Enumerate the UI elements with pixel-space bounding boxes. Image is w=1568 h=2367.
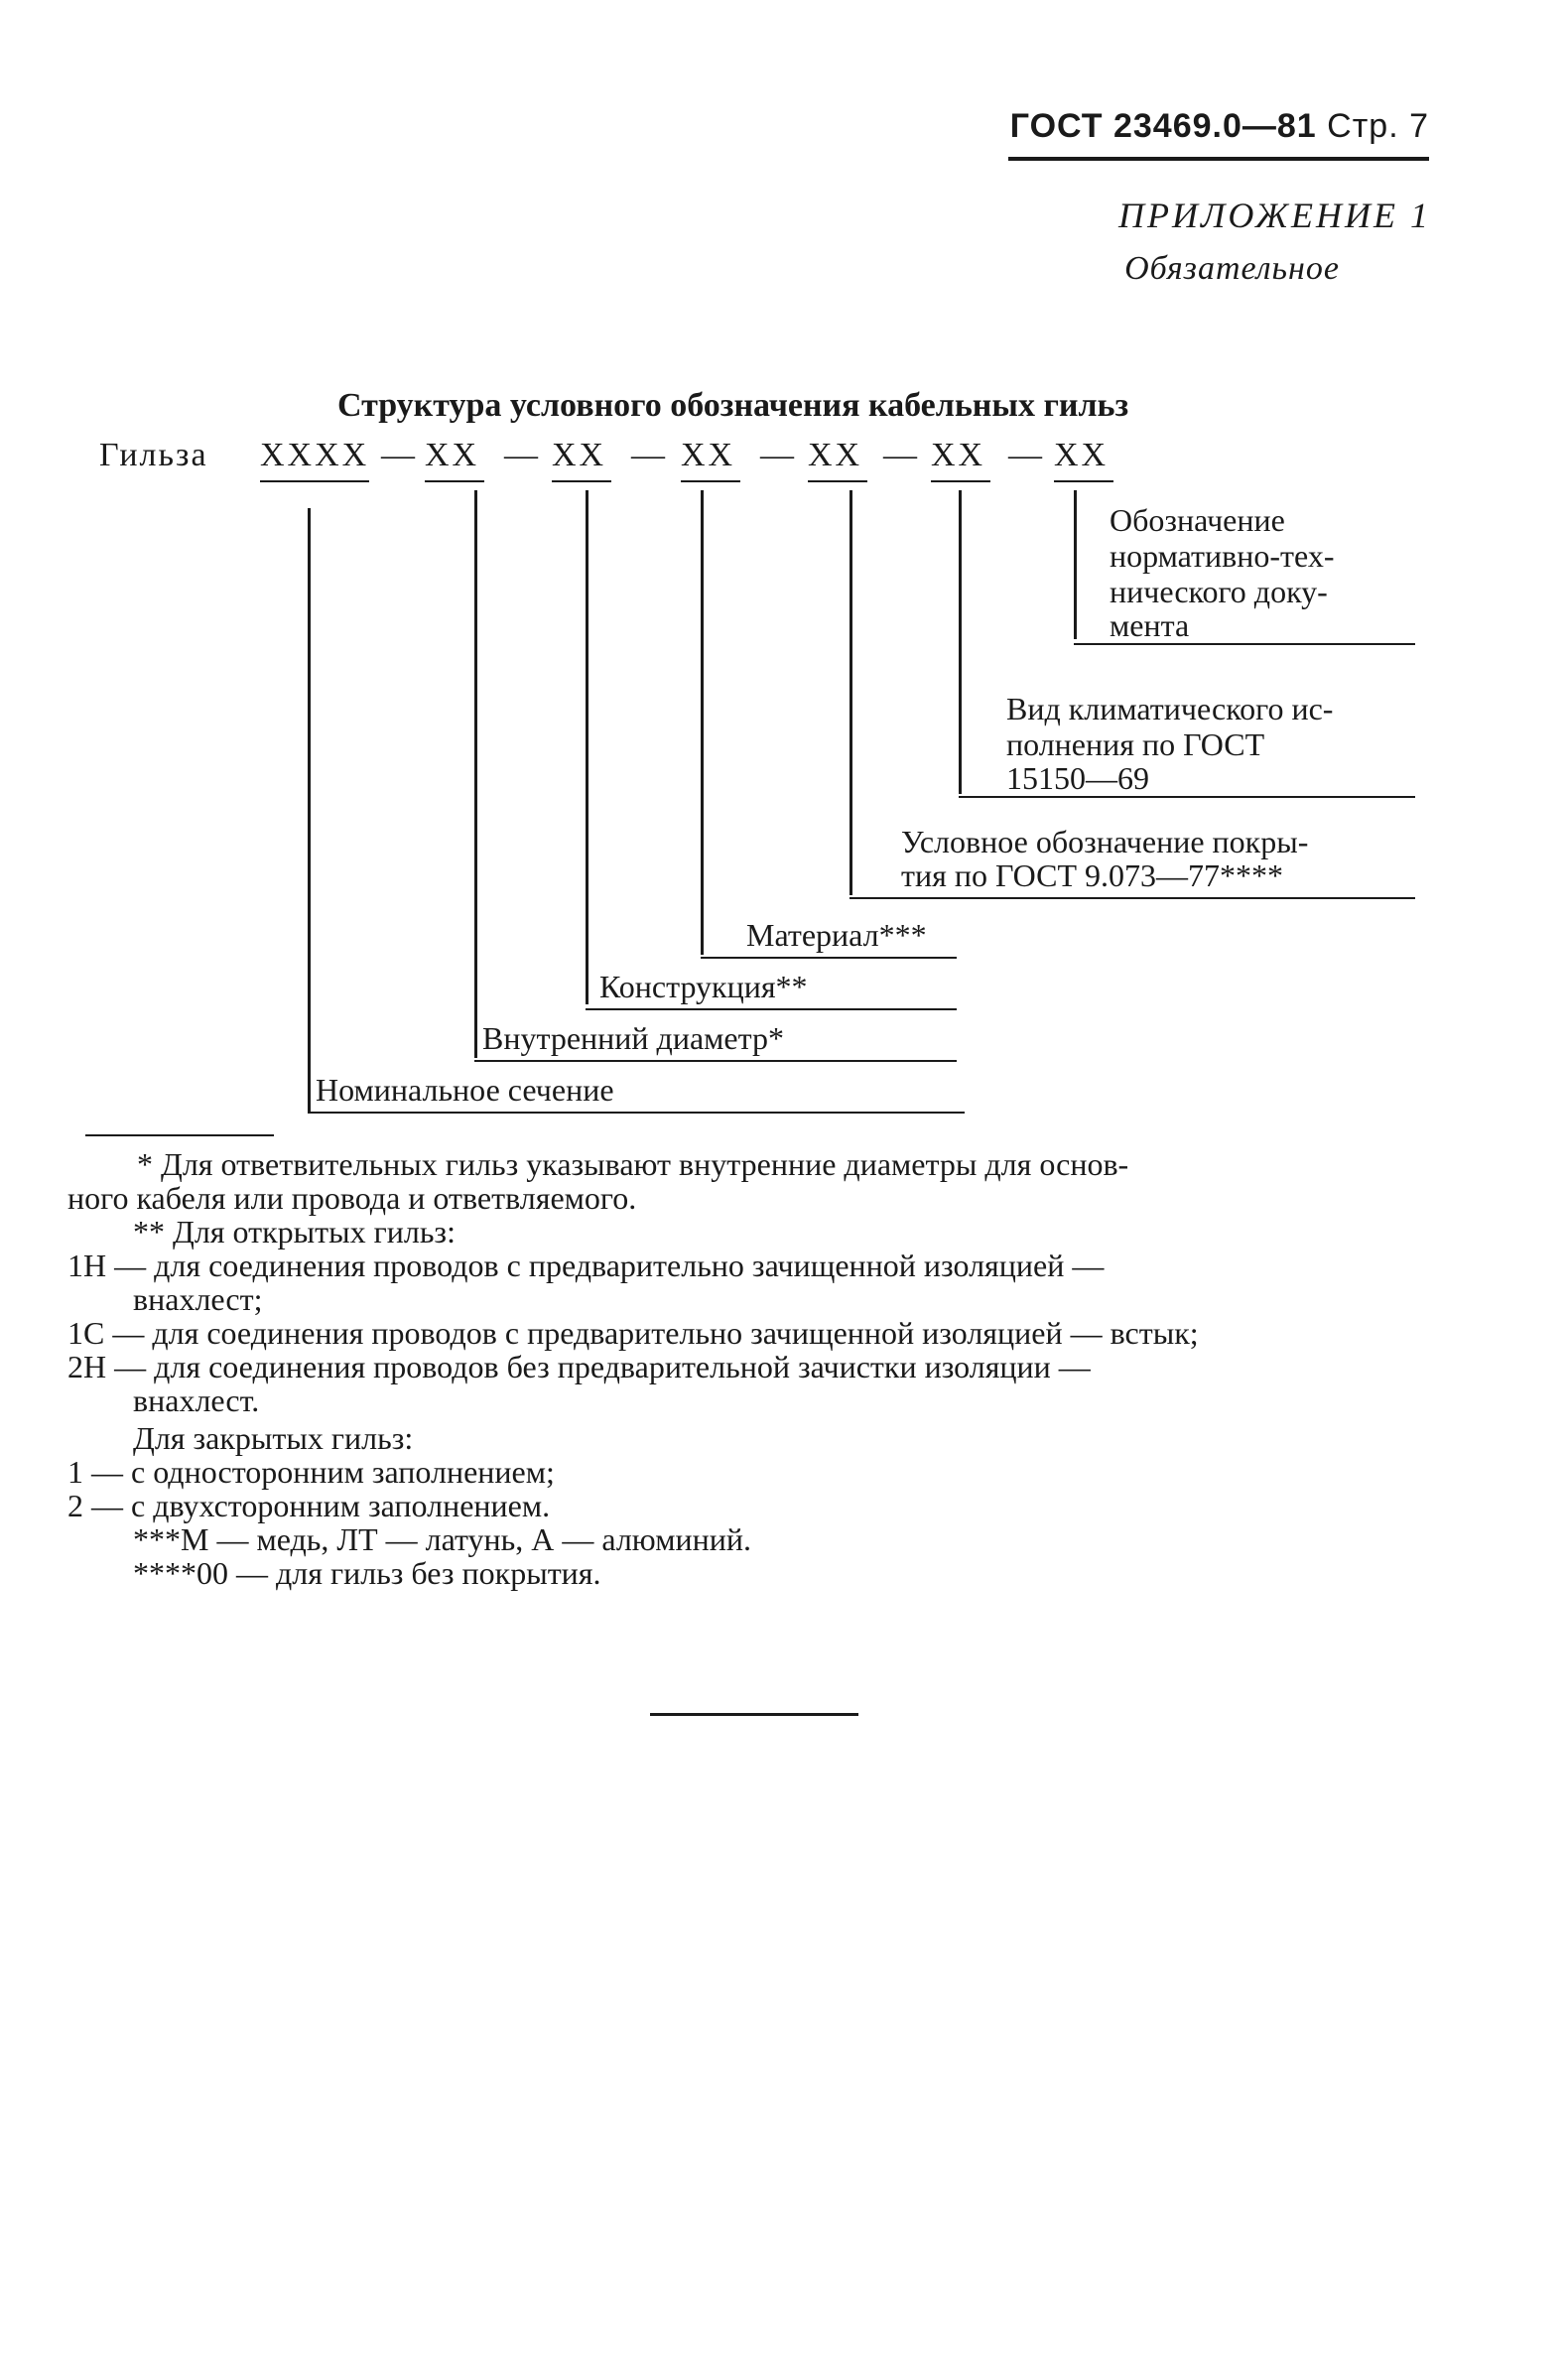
end-rule	[650, 1713, 858, 1716]
header-rule	[1008, 157, 1429, 161]
segment-construction: XX	[552, 437, 607, 473]
dash: —	[504, 437, 538, 473]
rule-diameter	[474, 1060, 957, 1062]
segment-coating: XX	[808, 437, 863, 473]
segment-diameter: XX	[425, 437, 480, 473]
appendix-title: ПРИЛОЖЕНИЕ 1	[1118, 196, 1431, 235]
page-number: Стр. 7	[1327, 107, 1429, 145]
label-section: Номинальное сечение	[316, 1072, 614, 1108]
leader-document	[1074, 490, 1077, 639]
label-document-line-4: мента	[1110, 607, 1190, 643]
rule-construction	[586, 1008, 957, 1010]
label-coating-line-2: тия по ГОСТ 9.073—77****	[901, 857, 1284, 893]
appendix-status: Обязательное	[1124, 250, 1340, 287]
note-line: ного кабеля или провода и ответвляемого.	[67, 1180, 637, 1216]
segment-underline	[425, 480, 484, 482]
segment-climate: XX	[931, 437, 986, 473]
segment-document: XX	[1054, 437, 1110, 473]
rule-document	[1074, 643, 1415, 645]
running-header	[1010, 107, 1429, 146]
leader-construction	[586, 490, 588, 1004]
leader-climate	[959, 490, 962, 794]
note-line: 2 — с двухсторонним заполнением.	[67, 1488, 551, 1523]
label-construction: Конструкция**	[599, 969, 808, 1004]
dash: —	[631, 437, 665, 473]
leader-section	[308, 508, 311, 1114]
note-line: 2Н — для соединения проводов без предварительной зачистки изоляции —	[67, 1349, 1091, 1384]
label-material: Материал***	[746, 917, 927, 953]
label-document-line-1: Обозначение	[1110, 502, 1285, 538]
note-line: 1Н — для соединения проводов с предварительно зачищенной изоляцией —	[67, 1248, 1105, 1283]
note-line: внахлест;	[133, 1281, 263, 1317]
rule-section	[308, 1112, 965, 1114]
segment-underline	[552, 480, 611, 482]
note-line: 1 — с односторонним заполнением;	[67, 1454, 555, 1490]
segment-underline	[1054, 480, 1113, 482]
rule-coating	[849, 897, 1415, 899]
label-climate-line-1: Вид климатического ис-	[1006, 691, 1334, 726]
dash: —	[381, 437, 415, 473]
dash: —	[1008, 437, 1042, 473]
rule-climate	[959, 796, 1415, 798]
label-document-line-2: нормативно-тех-	[1110, 538, 1335, 574]
note-line: 1С — для соединения проводов с предварительно зачищенной изоляцией — встык;	[67, 1315, 1199, 1351]
segment-underline	[681, 480, 740, 482]
diagram-title: Структура условного обозначения кабельных гильз	[337, 387, 1129, 424]
note-line: внахлест.	[133, 1382, 260, 1418]
code-label: Гильза	[99, 437, 208, 473]
note-line: ****00 — для гильз без покрытия.	[133, 1555, 601, 1591]
rule-material	[701, 957, 957, 959]
label-climate-line-3: 15150—69	[1006, 760, 1149, 796]
standard-number: ГОСТ 23469.0—81	[1009, 107, 1317, 145]
leader-material	[701, 490, 704, 955]
segment-underline	[260, 480, 369, 482]
note-line: ***М — медь, ЛТ — латунь, А — алюминий.	[133, 1521, 752, 1557]
segment-underline	[931, 480, 990, 482]
label-diameter: Внутренний диаметр*	[482, 1020, 784, 1056]
leader-coating	[849, 490, 852, 895]
label-document-line-3: нического доку-	[1110, 574, 1328, 609]
dash: —	[760, 437, 794, 473]
segment-underline	[808, 480, 867, 482]
segment-material: XX	[681, 437, 736, 473]
note-line: Для закрытых гильз:	[133, 1420, 414, 1456]
dash: —	[883, 437, 917, 473]
footnote-rule	[85, 1134, 274, 1136]
note-line: ** Для открытых гильз:	[133, 1214, 456, 1249]
segment-section: XXXX	[260, 437, 370, 473]
leader-diameter	[474, 490, 477, 1058]
label-coating-line-1: Условное обозначение покры-	[901, 824, 1309, 859]
note-line: * Для ответвительных гильз указывают внутренние диаметры для основ-	[137, 1146, 1129, 1182]
label-climate-line-2: полнения по ГОСТ	[1006, 726, 1265, 762]
